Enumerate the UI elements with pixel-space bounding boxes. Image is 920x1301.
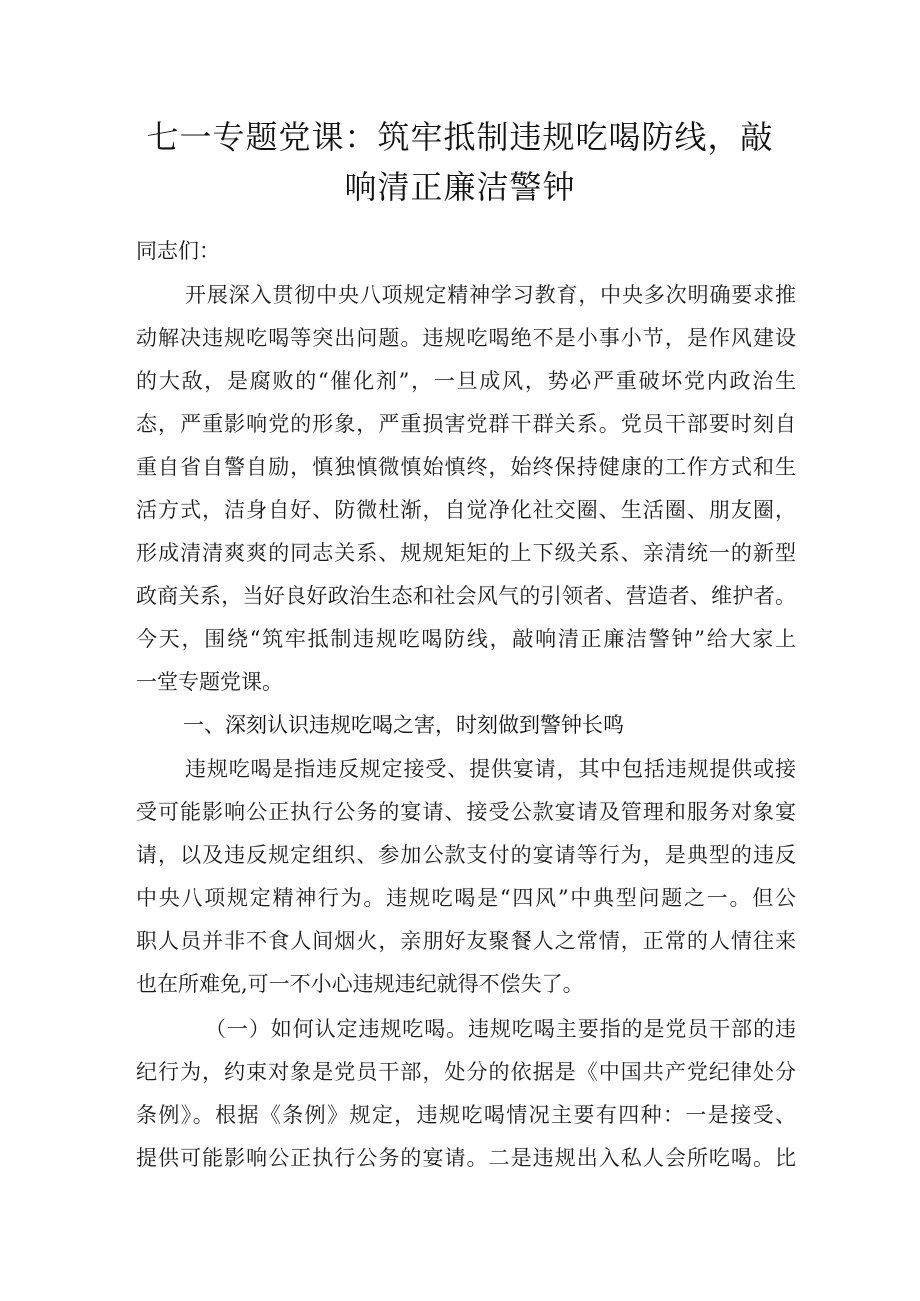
paragraph-3-line-2: 纪行为，约束对象是党员干部，处分的依据是《中国共产党纪律处分 [136,1060,796,1084]
paragraph-2-line-4: 中央八项规定精神行为。违规吃喝是“四风”中典型问题之一。但公 [136,886,796,910]
paragraph-1-line-9: 今天，围绕“筑牢抵制违规吃喝防线，敲响清正廉洁警钟”给大家上 [136,627,796,651]
paragraph-2-line-6: 也在所难免,可一不小心违规违纪就得不偿失了。 [136,972,584,996]
paragraph-3-line-3: 条例》。根据《条例》规定，违规吃喝情况主要有四种：一是接受、 [136,1103,796,1127]
paragraph-1-line-3: 的大敌，是腐败的“催化剂”，一旦成风，势必严重破坏党内政治生 [136,369,796,393]
paragraph-1-line-2: 动解决违规吃喝等突出问题。违规吃喝绝不是小事小节，是作风建设 [136,326,796,350]
paragraph-1-line-6: 活方式，洁身自好、防微杜渐，自觉净化社交圈、生活圈、朋友圈， [136,498,796,522]
paragraph-1-line-7: 形成清清爽爽的同志关系、规规矩矩的上下级关系、亲清统一的新型 [136,541,796,565]
paragraph-1-line-8: 政商关系，当好良好政治生态和社会风气的引领者、营造者、维护者。 [136,584,796,608]
paragraph-3-line-1: （一）如何认定违规吃喝。违规吃喝主要指的是党员干部的违 [205,1017,796,1041]
paragraph-1-line-4: 态，严重影响党的形象，严重损害党群干群关系。党员干部要时刻自 [136,412,796,436]
paragraph-2-line-3: 请，以及违反规定组织、参加公款支付的宴请等行为，是典型的违反 [136,843,796,867]
paragraph-1-line-5: 重自省自警自励，慎独慎微慎始慎终，始终保持健康的工作方式和生 [136,455,796,479]
document-title-line-2: 响清正廉洁警钟 [344,168,576,206]
salutation: 同志们： [136,239,220,263]
paragraph-1-line-10: 一堂专题党课。 [136,670,283,694]
paragraph-3-line-4: 提供可能影响公正执行公务的宴请。二是违规出入私人会所吃喝。比 [136,1146,796,1170]
paragraph-2-line-2: 受可能影响公正执行公务的宴请、接受公款宴请及管理和服务对象宴 [136,800,796,824]
section-1-heading: 一、深刻认识违规吃喝之害，时刻做到警钟长鸣 [183,713,624,737]
document-title-line-1: 七一专题党课：筑牢抵制违规吃喝防线，敲 [146,118,774,156]
paragraph-1-line-1: 开展深入贯彻中央八项规定精神学习教育，中央多次明确要求推 [185,283,796,307]
paragraph-2-line-1: 违规吃喝是指违反规定接受、提供宴请，其中包括违规提供或接 [185,757,796,781]
paragraph-2-line-5: 职人员并非不食人间烟火，亲朋好友聚餐人之常情，正常的人情往来 [136,929,796,953]
